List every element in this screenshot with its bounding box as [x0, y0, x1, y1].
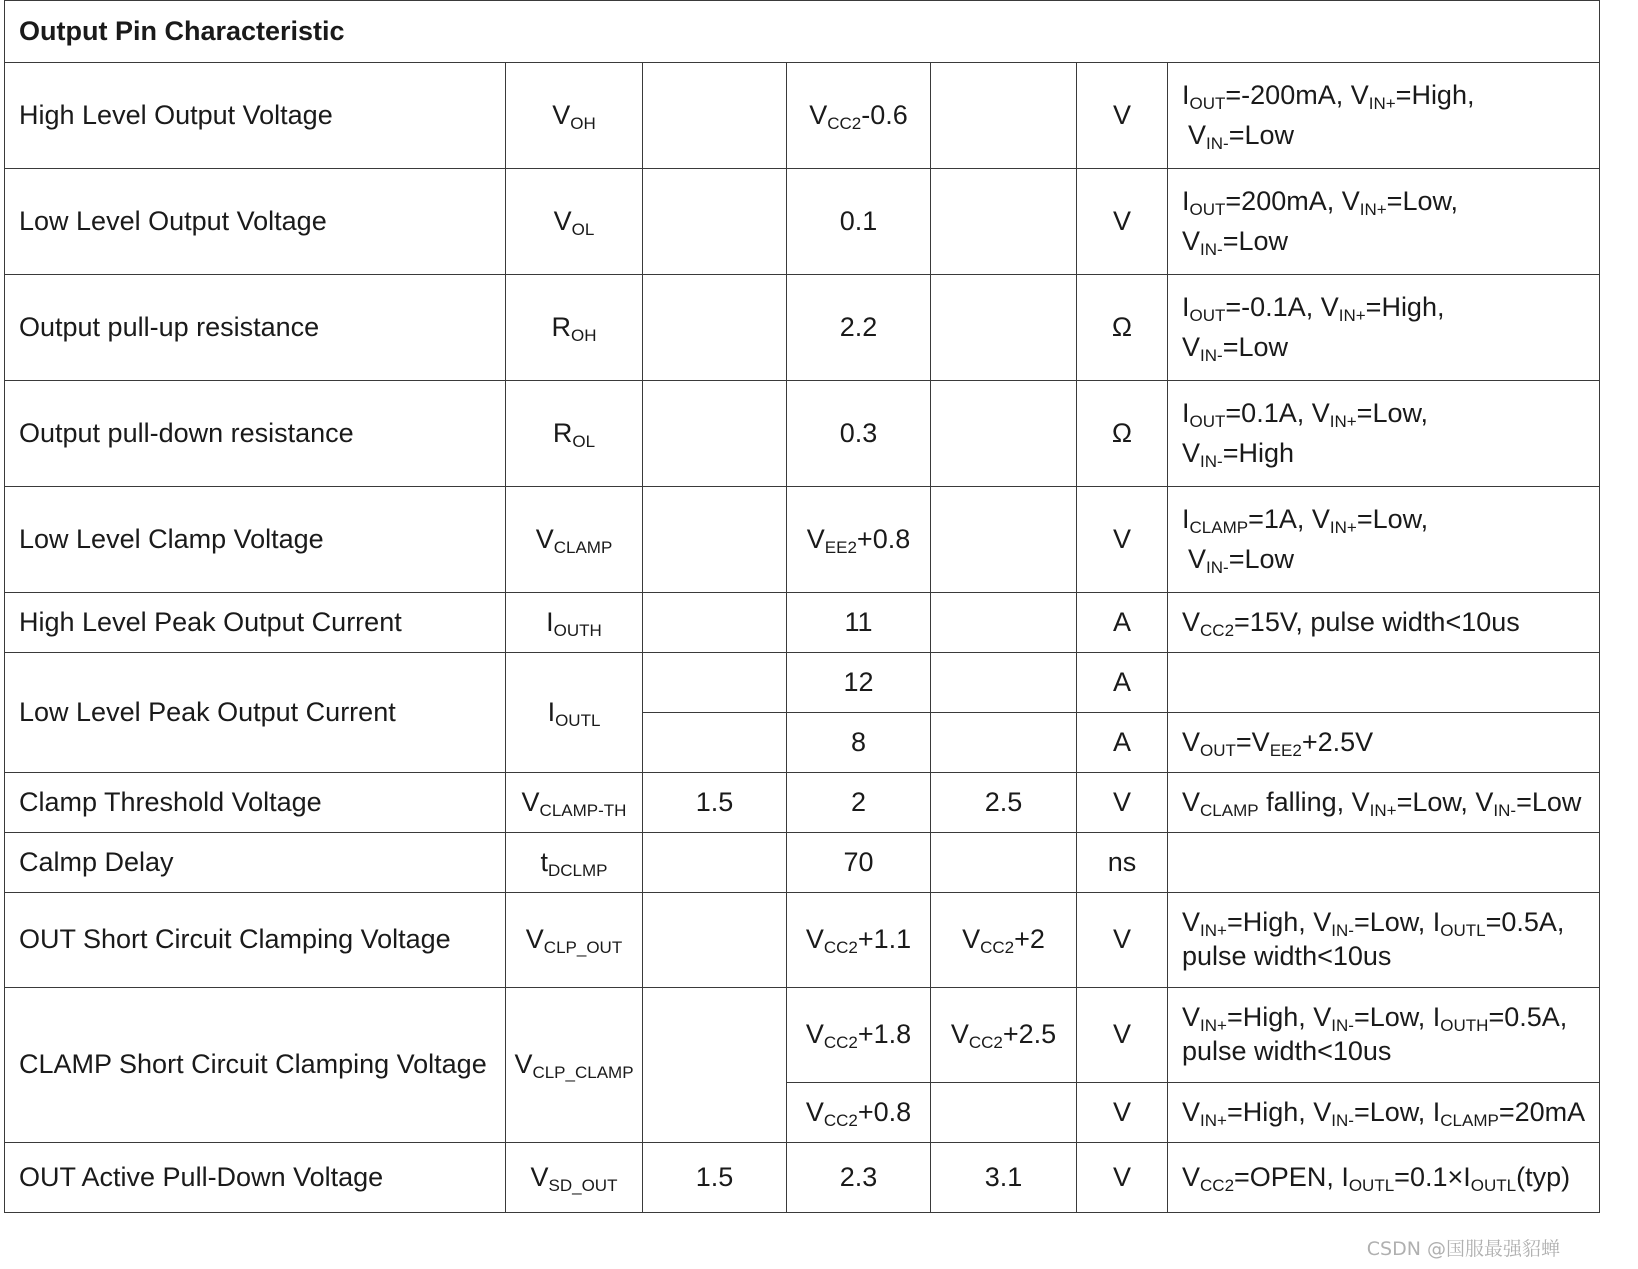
- max-cell: [931, 381, 1077, 487]
- conditions-cell: $I_{CLAMP}=1A$, $V_{IN+}=Low$, $V_{IN-}=Low$: [1168, 487, 1600, 593]
- typ-cell: 12: [787, 653, 931, 713]
- unit-cell: V: [1077, 773, 1168, 833]
- parameter-cell: Low Level Peak Output Current: [5, 653, 506, 773]
- min-cell: [643, 713, 787, 773]
- typ-cell: 2: [787, 773, 931, 833]
- table-row: [5, 893, 1600, 988]
- symbol-cell: $I_{OUTH}$: [506, 593, 643, 653]
- conditions-cell: $V_{CC2}=15V$, pulse width<10us: [1168, 593, 1600, 653]
- min-cell: [643, 381, 787, 487]
- min-cell: [643, 487, 787, 593]
- symbol-cell: $R_{OH}$: [506, 275, 643, 381]
- symbol-cell: $V_{SD\_OUT}$: [506, 1143, 643, 1213]
- unit-cell: V: [1077, 988, 1168, 1083]
- unit-cell: V: [1077, 63, 1168, 169]
- parameter-cell: Low Level Clamp Voltage: [5, 487, 506, 593]
- typ-cell: 8: [787, 713, 931, 773]
- typ-cell: $V_{CC2}-0.6$: [787, 63, 931, 169]
- typ-cell: 2.2: [787, 275, 931, 381]
- typ-cell: 0.1: [787, 169, 931, 275]
- symbol-cell: $I_{OUTL}$: [506, 653, 643, 773]
- parameter-cell: CLAMP Short Circuit Clamping Voltage: [5, 988, 506, 1143]
- section-title: Output Pin Characteristic: [5, 1, 1600, 63]
- conditions-cell: $V_{IN+}=High$, $V_{IN-}=Low$, $I_{OUTL}=0.5A$, pulse width<10us: [1168, 893, 1600, 988]
- symbol-cell: $V_{CLP\_CLAMP}$: [506, 988, 643, 1143]
- max-cell: [931, 487, 1077, 593]
- section-header-row: [5, 1, 1600, 63]
- conditions-cell: $V_{OUT}=V_{EE2}+2.5V$: [1168, 713, 1600, 773]
- typ-cell: $V_{EE2}+0.8$: [787, 487, 931, 593]
- max-cell: $V_{CC2}+2$: [931, 893, 1077, 988]
- conditions-cell: [1168, 653, 1600, 713]
- max-cell: [931, 63, 1077, 169]
- unit-cell: V: [1077, 893, 1168, 988]
- conditions-cell: $V_{IN+}=High$, $V_{IN-}=Low$, $I_{OUTH}=0.5A$, pulse width<10us: [1168, 988, 1600, 1083]
- symbol-cell: $t_{DCLMP}$: [506, 833, 643, 893]
- unit-cell: A: [1077, 593, 1168, 653]
- max-cell: [931, 713, 1077, 773]
- min-cell: [643, 653, 787, 713]
- unit-cell: V: [1077, 1083, 1168, 1143]
- symbol-cell: $R_{OL}$: [506, 381, 643, 487]
- min-cell: [643, 593, 787, 653]
- symbol-cell: $V_{OH}$: [506, 63, 643, 169]
- min-cell: 1.5: [643, 773, 787, 833]
- max-cell: $V_{CC2}+2.5$: [931, 988, 1077, 1083]
- min-cell: 1.5: [643, 1143, 787, 1213]
- max-cell: [931, 653, 1077, 713]
- symbol-cell: $V_{CLAMP}$: [506, 487, 643, 593]
- unit-cell: Ω: [1077, 381, 1168, 487]
- unit-cell: V: [1077, 169, 1168, 275]
- table-row: [5, 833, 1600, 893]
- symbol-cell: $V_{CLAMP-TH}$: [506, 773, 643, 833]
- typ-cell: $V_{CC2}+1.8$: [787, 988, 931, 1083]
- unit-cell: A: [1077, 713, 1168, 773]
- max-cell: [931, 169, 1077, 275]
- parameter-cell: Calmp Delay: [5, 833, 506, 893]
- max-cell: [931, 833, 1077, 893]
- min-cell: [643, 169, 787, 275]
- min-cell: [643, 63, 787, 169]
- typ-cell: $V_{CC2}+1.1$: [787, 893, 931, 988]
- parameter-cell: Clamp Threshold Voltage: [5, 773, 506, 833]
- conditions-cell: $I_{OUT}=-0.1A$, $V_{IN+}=High$, $V_{IN-}=Low$: [1168, 275, 1600, 381]
- table-row: [5, 169, 1600, 275]
- typ-cell: 11: [787, 593, 931, 653]
- unit-cell: V: [1077, 487, 1168, 593]
- table-row: [5, 63, 1600, 169]
- parameter-cell: OUT Short Circuit Clamping Voltage: [5, 893, 506, 988]
- parameter-cell: High Level Output Voltage: [5, 63, 506, 169]
- unit-cell: V: [1077, 1143, 1168, 1213]
- table-row: [5, 1143, 1600, 1213]
- table-row: [5, 988, 1600, 1083]
- typ-cell: 2.3: [787, 1143, 931, 1213]
- max-cell: 3.1: [931, 1143, 1077, 1213]
- symbol-cell: $V_{CLP\_OUT}$: [506, 893, 643, 988]
- typ-cell: $V_{CC2}+0.8$: [787, 1083, 931, 1143]
- unit-cell: Ω: [1077, 275, 1168, 381]
- min-cell: [643, 893, 787, 988]
- max-cell: 2.5: [931, 773, 1077, 833]
- conditions-cell: [1168, 833, 1600, 893]
- output-pin-characteristic-table: [4, 0, 1600, 1213]
- table-row: [5, 773, 1600, 833]
- parameter-cell: Output pull-up resistance: [5, 275, 506, 381]
- parameter-cell: Low Level Output Voltage: [5, 169, 506, 275]
- conditions-cell: $V_{CC2}=OPEN$, $I_{OUTL}=0.1\times I_{OUTL}(typ)$: [1168, 1143, 1600, 1213]
- unit-cell: ns: [1077, 833, 1168, 893]
- symbol-cell: $V_{OL}$: [506, 169, 643, 275]
- max-cell: [931, 1083, 1077, 1143]
- table-row: [5, 275, 1600, 381]
- min-cell: [643, 275, 787, 381]
- unit-cell: A: [1077, 653, 1168, 713]
- min-cell: [643, 988, 787, 1143]
- table-row: [5, 381, 1600, 487]
- min-cell: [643, 833, 787, 893]
- typ-cell: 0.3: [787, 381, 931, 487]
- watermark: CSDN @国服最强貂蝉: [1366, 1238, 1560, 1260]
- max-cell: [931, 593, 1077, 653]
- table-row: [5, 487, 1600, 593]
- typ-cell: 70: [787, 833, 931, 893]
- conditions-cell: $V_{IN+}=High$, $V_{IN-}=Low$, $I_{CLAMP}=20mA$: [1168, 1083, 1600, 1143]
- conditions-cell: $I_{OUT}=200mA$, $V_{IN+}=Low$, $V_{IN-}=Low$: [1168, 169, 1600, 275]
- conditions-cell: $I_{OUT}=0.1A$, $V_{IN+}=Low$, $V_{IN-}=High$: [1168, 381, 1600, 487]
- table-row: [5, 653, 1600, 713]
- parameter-cell: Output pull-down resistance: [5, 381, 506, 487]
- table-row: [5, 593, 1600, 653]
- max-cell: [931, 275, 1077, 381]
- conditions-cell: $V_{CLAMP}$ falling, $V_{IN+}=Low$, $V_{IN-}=Low$: [1168, 773, 1600, 833]
- parameter-cell: High Level Peak Output Current: [5, 593, 506, 653]
- parameter-cell: OUT Active Pull-Down Voltage: [5, 1143, 506, 1213]
- conditions-cell: $I_{OUT}=-200mA$, $V_{IN+}=High$, $V_{IN-}=Low$: [1168, 63, 1600, 169]
